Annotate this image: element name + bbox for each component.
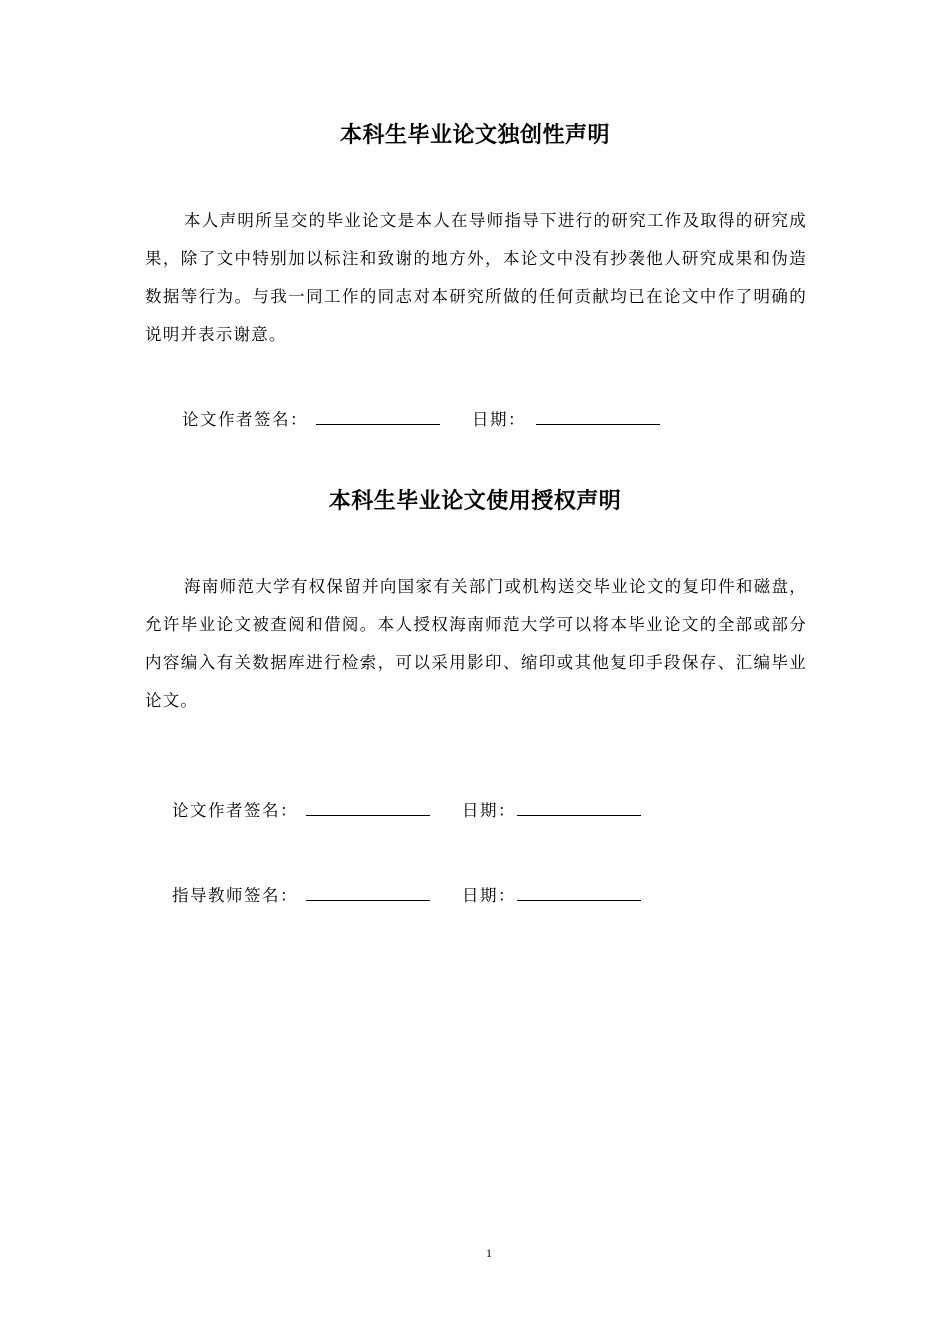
- author-signature-label: 论文作者签名：: [182, 410, 308, 429]
- author-signature-line[interactable]: [316, 424, 440, 425]
- author-signature-label: 论文作者签名：: [172, 801, 298, 820]
- date-label: 日期：: [462, 801, 516, 820]
- originality-title: 本科生毕业论文独创性声明: [339, 123, 610, 148]
- authorization-title: 本科生毕业论文使用授权声明: [328, 489, 622, 514]
- page-number: 1: [486, 1246, 492, 1260]
- authorization-advisor-signature-row: [172, 882, 672, 906]
- date-line[interactable]: [536, 424, 660, 425]
- originality-signature-row: [182, 406, 682, 430]
- date-label: 日期：: [462, 886, 516, 905]
- date-line[interactable]: [517, 900, 641, 901]
- authorization-author-signature-row: [172, 797, 672, 821]
- date-line[interactable]: [517, 815, 641, 816]
- advisor-signature-line[interactable]: [306, 900, 430, 901]
- authorization-body: 海南师范大学有权保留并向国家有关部门或机构送交毕业论文的复印件和磁盘，允许毕业论文被查阅和借阅。本人授权海南师范大学可以将本毕业论文的全部或部分内容编入有关数据库进行检索，可以采用影印、缩印或其他复印手段保存、汇编毕业论文。: [145, 577, 807, 710]
- date-label: 日期：: [472, 410, 526, 429]
- advisor-signature-label: 指导教师签名：: [172, 886, 298, 905]
- author-signature-line[interactable]: [306, 815, 430, 816]
- originality-body: 本人声明所呈交的毕业论文是本人在导师指导下进行的研究工作及取得的研究成果，除了文中特别加以标注和致谢的地方外，本论文中没有抄袭他人研究成果和伪造数据等行为。与我一同工作的同志对本研究所做的任何贡献均已在论文中作了明确的说明并表示谢意。: [145, 211, 807, 344]
